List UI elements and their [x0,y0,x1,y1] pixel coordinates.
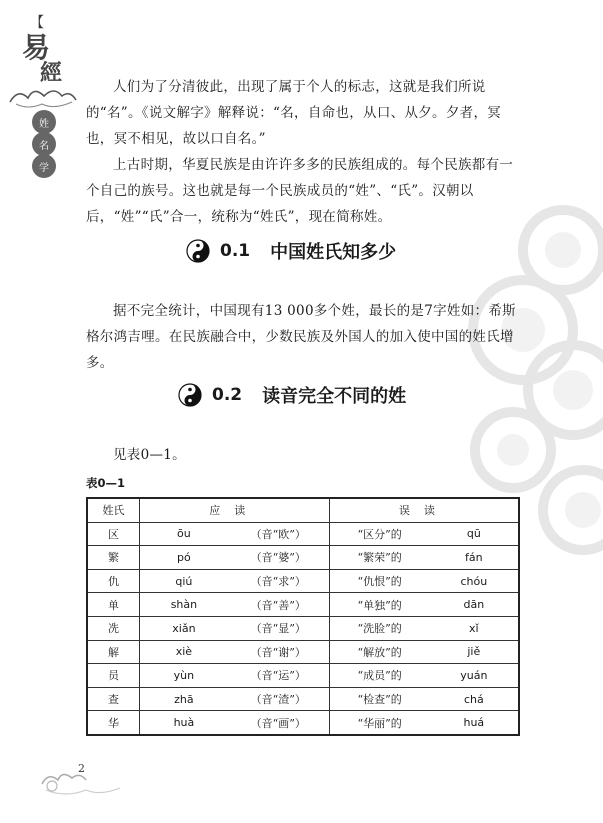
section-title: 中国姓氏知多少 [270,242,397,263]
page-number: 2 [78,762,85,775]
wrong-word: “解放”的 [357,645,402,659]
section-number: 0.1 [220,241,251,261]
correct-note: （音“显”） [250,622,306,636]
table-row [87,687,519,711]
table-row [87,664,519,688]
section-heading-2 [178,382,406,408]
correct-note: （音“谢”） [250,645,306,659]
correct-note: （音“运”） [250,669,306,683]
cell-wrong [329,640,519,664]
correct-note: （音“画”） [250,716,306,730]
wrong-pinyin: yuán [460,668,488,682]
wrong-word: “检查”的 [357,693,402,707]
cell-surname: 仇 [87,569,139,593]
section-1-paragraph: 据不完全统计，中国现有13 000多个姓，最长的是7字姓如：希斯格尔鸿吉哩。在民族融合中，少数民族及外国人的加入使中国的姓氏增多。 [86,303,516,371]
wrong-word: “华丽”的 [357,716,402,730]
table-row [87,546,519,570]
wrong-pinyin: dān [463,598,485,612]
header-wrong [329,498,519,522]
cell-correct [139,569,329,593]
wrong-word: “仇恨”的 [357,575,402,589]
correct-note: （音“求”） [250,575,306,589]
cell-correct [139,546,329,570]
wrong-pinyin: xǐ [469,621,479,635]
table-row [87,569,519,593]
table-row [87,640,519,664]
wrong-word: “成员”的 [357,669,402,683]
table-row [87,593,519,617]
cell-surname: 单 [87,593,139,617]
correct-pinyin: zhā [174,692,194,706]
seal-char-1: 姓 [32,110,56,134]
correct-pinyin: xiè [175,645,193,659]
cell-wrong [329,711,519,735]
cell-wrong [329,664,519,688]
cell-correct [139,616,329,640]
bracket-left-icon: 【 [30,15,44,31]
correct-note: （音“欧”） [250,527,306,541]
book-logo [8,12,78,172]
table-row [87,616,519,640]
wrong-pinyin: chá [463,692,484,706]
correct-pinyin: huà [173,716,195,730]
cell-wrong [329,687,519,711]
cell-correct [139,640,329,664]
cell-wrong [329,616,519,640]
yin-yang-icon [178,383,202,407]
seal-char-2: 名 [32,132,56,156]
surname-table [86,497,520,736]
wrong-word: “单独”的 [357,598,402,612]
cell-correct [139,522,329,546]
header-correct-label: 应读 [209,504,260,518]
cell-surname: 解 [87,640,139,664]
correct-pinyin: ōu [177,527,191,541]
cell-correct [139,664,329,688]
wrong-pinyin: qū [466,527,481,541]
cell-wrong [329,546,519,570]
logo-char-2: 經 [40,60,63,86]
table-header-row [87,498,519,522]
wrong-pinyin: chóu [460,574,488,588]
cell-surname: 冼 [87,616,139,640]
cell-surname: 员 [87,664,139,688]
section-2-paragraph: 见表0—1。 [113,447,186,463]
section-title: 读音完全不同的姓 [262,386,407,407]
cell-correct [139,687,329,711]
correct-pinyin: shàn [170,598,198,612]
wrong-word: “区分”的 [357,527,402,541]
cell-surname: 繁 [87,546,139,570]
section-heading-1 [186,238,396,264]
cloud-icon [8,84,78,110]
cell-wrong [329,522,519,546]
intro-paragraph-2: 上古时期，华夏民族是由许许多多的民族组成的。每个民族都有一个自己的族号。这也就是每一个民族成员的“姓”、“氏”。汉朝以后，“姓”“氏”合一，统称为“姓氏”，现在简称姓。 [86,157,514,225]
correct-pinyin: yùn [173,668,195,682]
cell-surname: 区 [87,522,139,546]
wrong-pinyin: huá [463,716,485,730]
table-row [87,522,519,546]
logo-char-1: 易 [22,31,51,64]
intro-paragraph-1: 人们为了分清彼此，出现了属于个人的标志，这就是我们所说的“名”。《说文解字》解释说：“名，自命也，从口、从夕。夕者，冥也，冥不相见，故以口自名。” [86,79,502,147]
correct-pinyin: pó [177,550,191,564]
correct-note: （音“善”） [250,598,306,612]
header-correct [139,498,329,522]
wrong-pinyin: jiě [467,645,481,659]
correct-note: （音“婆”） [250,551,306,565]
correct-pinyin: qiú [175,574,193,588]
cell-surname: 华 [87,711,139,735]
cell-correct [139,593,329,617]
section-number: 0.2 [212,385,243,405]
yin-yang-icon [186,239,210,263]
header-wrong-label: 误读 [398,504,449,518]
cell-wrong [329,593,519,617]
table-row [87,711,519,735]
wrong-word: “洗脸”的 [357,622,402,636]
correct-note: （音“渣”） [250,693,306,707]
cell-surname: 查 [87,687,139,711]
table-label: 表0—1 [86,476,126,490]
wrong-pinyin: fán [465,550,483,564]
seal-char-3: 学 [32,154,56,178]
wrong-word: “繁荣”的 [357,551,402,565]
cell-wrong [329,569,519,593]
cell-correct [139,711,329,735]
correct-pinyin: xiǎn [172,621,196,635]
header-surname: 姓氏 [87,498,139,522]
